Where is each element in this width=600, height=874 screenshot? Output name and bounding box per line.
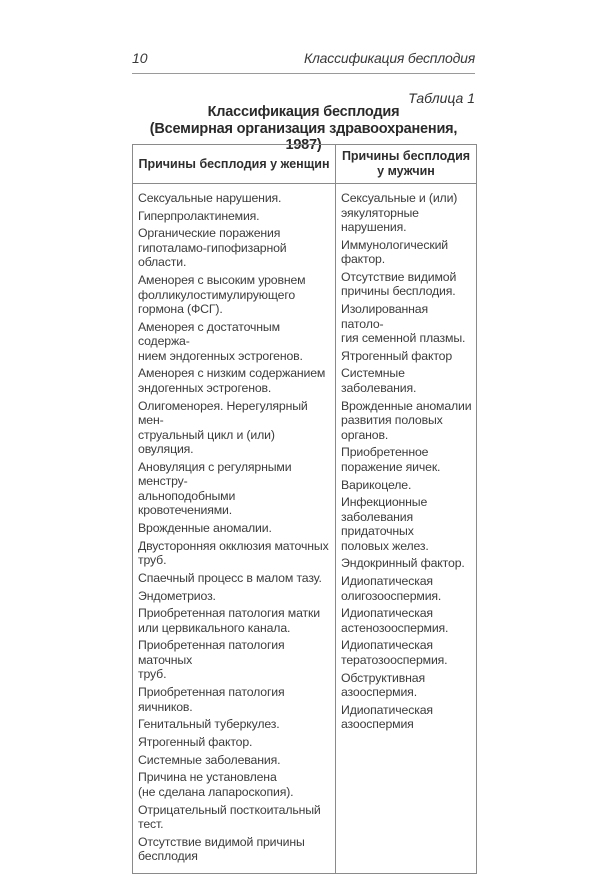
women-cause-item	[138, 366, 331, 395]
men-cause-item	[341, 349, 472, 364]
women-cause-item	[138, 770, 331, 799]
cause-line: Системные заболевания.	[341, 366, 417, 395]
cause-line: Ятрогенный фактор.	[138, 735, 253, 749]
cause-line: Идиопатическая	[341, 638, 433, 653]
women-cause-item	[138, 685, 331, 714]
men-cause-item	[341, 606, 472, 635]
men-cause-item	[341, 703, 472, 732]
women-cause-item	[138, 589, 331, 604]
cause-line: поражение яичек.	[341, 459, 441, 474]
header-men-line1: Причины бесплодия	[341, 149, 471, 163]
cause-line: азооспермия.	[341, 685, 417, 700]
cause-line: тератозооспермия.	[341, 652, 448, 667]
cause-line: олигозооспермия.	[341, 588, 442, 603]
cause-line: Идиопатическая	[341, 606, 433, 621]
cause-line: Изолированная патоло-	[341, 302, 428, 331]
women-cause-item	[138, 717, 331, 732]
cause-line: Спаечный процесс в малом тазу.	[138, 570, 322, 585]
women-cause-item	[138, 273, 331, 317]
cause-line: Олигоменорея. Нерегулярный мен-	[138, 398, 308, 428]
cause-line: Генитальный туберкулез.	[138, 717, 280, 732]
running-head	[132, 50, 475, 72]
cause-line: Приобретенное	[341, 445, 429, 460]
cause-line: Приобретенная патология матки	[138, 606, 320, 621]
cause-line: труб.	[138, 553, 167, 568]
cause-line: Сексуальные нарушения.	[138, 191, 282, 205]
cause-line: фолликулостимулирующего	[138, 287, 296, 302]
cause-line: Органические поражения	[138, 226, 281, 241]
cause-line: Эндометриоз.	[138, 588, 216, 603]
cause-line: заболевания придаточных	[341, 509, 414, 539]
women-cause-item	[138, 638, 331, 682]
men-cause-item	[341, 302, 472, 346]
women-cause-item	[138, 320, 331, 364]
cause-line: эякуляторные нарушения.	[341, 205, 419, 234]
men-cause-item	[341, 495, 472, 553]
cause-line: струальный цикл и (или) овуляция.	[138, 427, 275, 457]
cause-line: Отрицательный посткоитальный тест.	[138, 802, 321, 832]
cause-line: Двусторонняя окклюзия маточных	[138, 538, 329, 553]
cause-line: Идиопатическая	[341, 574, 433, 589]
header-women-label: Причины бесплодия у женщин	[138, 156, 330, 171]
cause-line: Сексуальные и (или)	[341, 191, 458, 205]
cause-line: Системные заболевания.	[138, 752, 281, 767]
women-cause-item	[138, 753, 331, 768]
header-women	[133, 145, 336, 184]
cause-line: причины бесплодия.	[341, 284, 456, 299]
cause-line: Гиперпролактинемия.	[138, 208, 260, 223]
page-number: 10	[132, 50, 148, 66]
cause-line: половых желез.	[341, 538, 429, 553]
men-cause-item	[341, 366, 472, 395]
cause-line: или цервикального канала.	[138, 620, 291, 635]
cause-line: Аменорея с достаточным содержа-	[138, 319, 280, 349]
men-cause-item	[341, 478, 472, 493]
men-cause-item	[341, 638, 472, 667]
cause-line: Отсутствие видимой	[341, 269, 457, 284]
header-men-line2: у мужчин	[377, 164, 435, 178]
men-cause-item	[341, 238, 472, 267]
women-cause-item	[138, 460, 331, 518]
cause-line: органов.	[341, 427, 389, 442]
cause-line: Приобретенная патология яичников.	[138, 685, 285, 714]
cause-line: гормона (ФСГ).	[138, 302, 223, 317]
cause-line: Инфекционные	[341, 495, 428, 510]
men-cause-item	[341, 270, 472, 299]
cause-line: Врожденные аномалии.	[138, 521, 272, 535]
women-cause-item	[138, 835, 331, 864]
cause-line: (не сделана лапароскопия).	[138, 784, 294, 799]
women-cause-item	[138, 209, 331, 224]
cause-line: Приобретенная патология маточных	[138, 638, 285, 667]
cause-line: нием эндогенных эстрогенов.	[138, 348, 303, 363]
classification-table	[132, 144, 477, 874]
men-cause-item	[341, 191, 472, 235]
table-caption-source: (Всемирная организация здравоохранения, 1987)	[149, 121, 458, 153]
cause-line: альноподобными кровотечениями.	[138, 488, 236, 518]
men-cause-item	[341, 445, 472, 474]
men-cause-item	[341, 556, 472, 571]
women-cause-item	[138, 226, 331, 270]
women-causes-cell	[133, 184, 336, 874]
cause-line: Ятрогенный фактор	[341, 348, 453, 363]
cause-line: Причина не установлена	[138, 770, 277, 785]
women-cause-item	[138, 521, 331, 536]
women-cause-item	[138, 539, 331, 568]
women-cause-item	[138, 191, 331, 206]
cause-line: Обструктивная	[341, 670, 425, 685]
cause-line: Аменорея с высоким уровнем	[138, 273, 306, 288]
table-header-row	[133, 145, 477, 184]
cause-line: Аменорея с низким содержанием	[138, 366, 326, 381]
cause-line: гипоталамо-гипофизарной области.	[138, 240, 287, 270]
table-body-row	[133, 184, 477, 874]
cause-line: труб.	[138, 667, 167, 682]
women-cause-item	[138, 803, 331, 832]
cause-line: Идиопатическая	[341, 702, 433, 717]
header-men	[336, 145, 477, 184]
cause-line: Эндокринный фактор.	[341, 556, 465, 571]
women-cause-item	[138, 606, 331, 635]
women-cause-item	[138, 735, 331, 750]
cause-line: астенозооспермия.	[341, 620, 449, 635]
table-caption-title: Классификация бесплодия	[207, 104, 400, 120]
cause-line: гия семенной плазмы.	[341, 331, 466, 346]
cause-line: бесплодия	[138, 849, 198, 864]
cause-line: Варикоцеле.	[341, 477, 412, 492]
men-cause-item	[341, 399, 472, 443]
cause-line: азооспермия	[341, 717, 414, 732]
men-cause-item	[341, 671, 472, 700]
cause-line: эндогенных эстрогенов.	[138, 380, 272, 395]
men-cause-item	[341, 574, 472, 603]
women-cause-item	[138, 399, 331, 457]
women-cause-item	[138, 571, 331, 586]
cause-line: Врожденные аномалии	[341, 398, 472, 413]
cause-line: развития половых	[341, 413, 443, 428]
table-label: Таблица 1	[408, 90, 475, 106]
men-causes-cell	[336, 184, 477, 874]
cause-line: Ановуляция с регулярными менстру-	[138, 459, 292, 489]
cause-line: Иммунологический	[341, 237, 449, 252]
header-rule	[132, 73, 475, 74]
cause-line: фактор.	[341, 252, 386, 267]
running-title: Классификация бесплодия	[303, 50, 475, 66]
cause-line: Отсутствие видимой причины	[138, 834, 305, 849]
